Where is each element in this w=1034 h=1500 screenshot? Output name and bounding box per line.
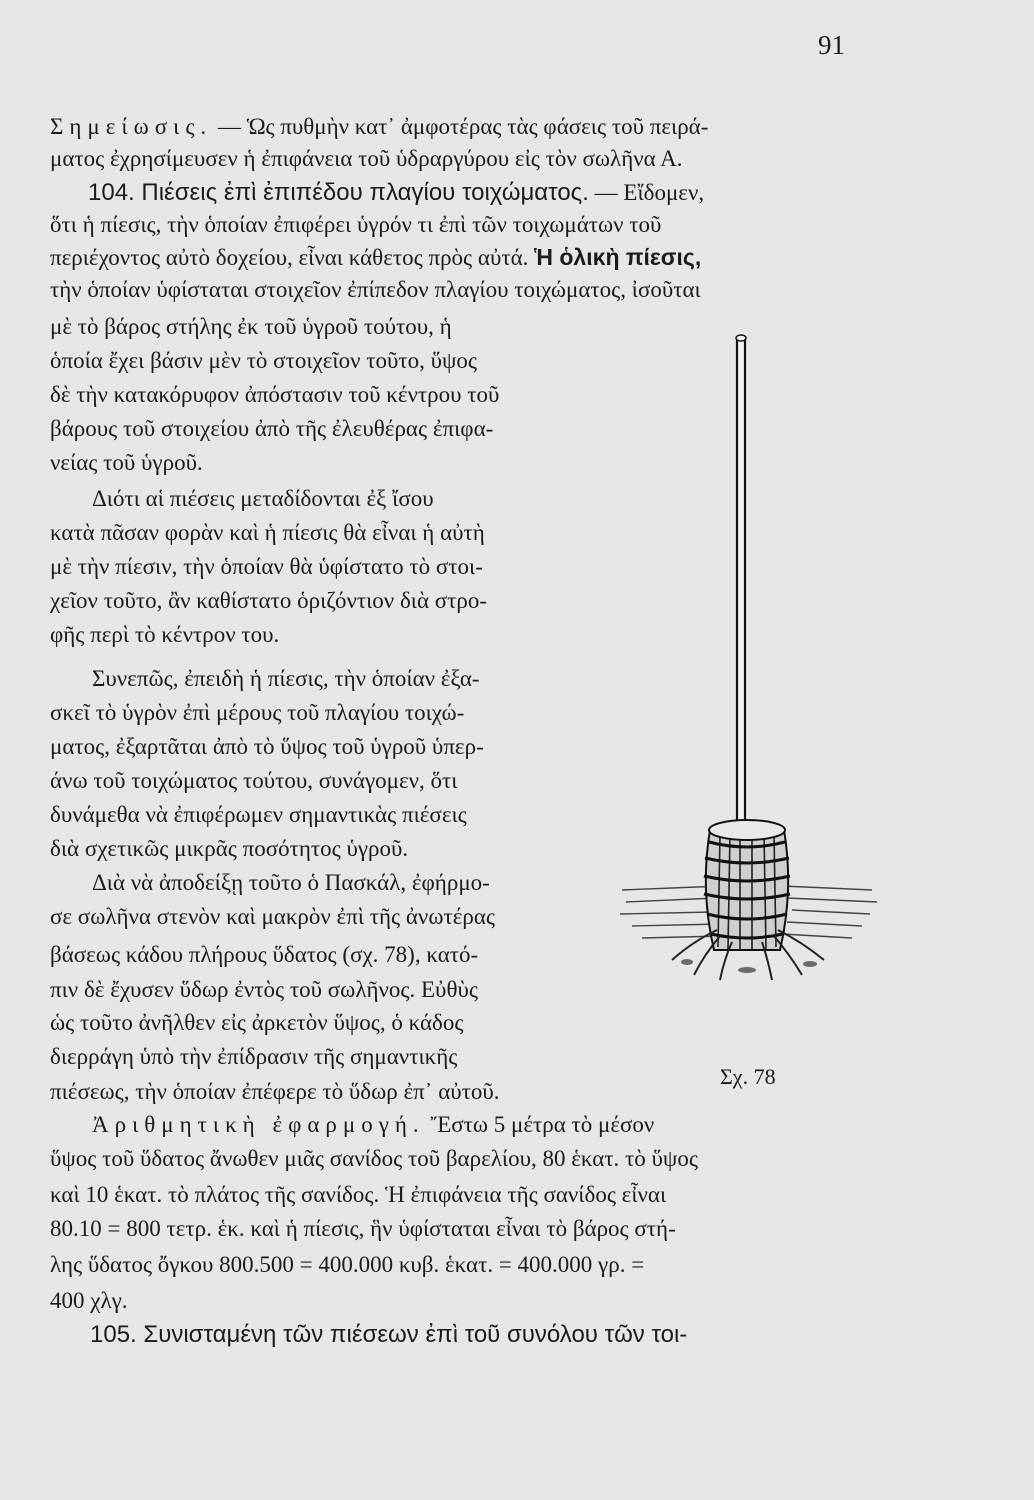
text-line: 80.10 = 800 τετρ. ἑκ. καὶ ἡ πίεσις, ἣν ὑφίσταται εἶναι τὸ βάρος στή-: [50, 1216, 676, 1241]
text-line: τὴν ὁποίαν ὑφίσταται στοιχεῖον ἐπίπεδον πλαγίου τοιχώματος, ἰσοῦται: [50, 277, 701, 302]
text-line: ὅτι ἡ πίεσις, τὴν ὁποίαν ἐπιφέρει ὑγρόν τι ἐπὶ τῶν τοιχωμάτων τοῦ: [50, 212, 662, 237]
text-line: βάρους τοῦ στοιχείου ἀπὸ τῆς ἐλευθέρας ἐπιφα-: [50, 416, 494, 441]
page-number: 91: [818, 30, 845, 60]
application-text: Ἔστω 5 μέτρα τὸ μέσον: [430, 1112, 655, 1137]
text-line: ὕψος τοῦ ὕδατος ἄνωθεν μιᾶς σανίδος τοῦ βαρελίου, 80 ἑκατ. τὸ ὕψος: [50, 1146, 698, 1171]
section-105-heading-line: [90, 1320, 910, 1350]
text-line: κατὰ πᾶσαν φορὰν καὶ ἡ πίεσις θὰ εἶναι ἡ αὐτὴ: [50, 520, 485, 545]
section-105-heading: 105. Συνισταμένη τῶν πιέσεων ἐπὶ τοῦ συνόλου τῶν τοι-: [90, 1321, 688, 1348]
text-line: Συνεπῶς, ἐπειδὴ ἡ πίεσις, τὴν ὁποίαν ἐξα-: [92, 666, 480, 691]
text-line: πιν δὲ ἔχυσεν ὕδωρ ἐντὸς τοῦ σωλῆνος. Εὐθὺς: [50, 977, 478, 1002]
text-line: πιέσεως, τὴν ὁποίαν ἐπέφερε τὸ ὕδωρ ἐπ᾽ αὐτοῦ.: [50, 1079, 500, 1104]
text-line: 400 χλγ.: [50, 1288, 128, 1313]
application-label: Ἀριθμητικὴ ἐφαρμογή.: [92, 1112, 425, 1137]
text-line: διερράγη ὑπὸ τὴν ἐπίδρασιν τῆς σημαντικῆς: [50, 1044, 458, 1069]
note-label: Σημείωσις.: [50, 114, 213, 139]
text-line: λης ὕδατος ὄγκου 800.500 = 400.000 κυβ. ἑκατ. = 400.000 γρ. =: [50, 1252, 645, 1277]
text-line: δυνάμεθα νὰ ἐπιφέρωμεν σημαντικὰς πιέσεις: [50, 802, 467, 827]
text-line: ὡς τοῦτο ἀνῆλθεν εἰς ἀρκετὸν ὕψος, ὁ κάδος: [50, 1010, 464, 1035]
text-line: Διὰ νὰ ἀποδείξῃ τοῦτο ὁ Πασκάλ, ἐφήρμο-: [92, 870, 490, 895]
text-line: νείας τοῦ ὑγροῦ.: [50, 450, 203, 475]
section-104-heading-cont: — Εἴδομεν,: [594, 180, 705, 205]
section-104-heading: 104. Πιέσεις ἐπὶ ἐπιπέδου πλαγίου τοιχώματος.: [88, 179, 589, 206]
text-line: μὲ τὴν πίεσιν, τὴν ὁποίαν θὰ ὑφίστατο τὸ στοι-: [50, 554, 483, 579]
bold-phrase: Ἡ ὁλικὴ πίεσις,: [534, 244, 702, 270]
text-line: καὶ 10 ἑκατ. τὸ πλάτος τῆς σανίδος. Ἡ ἐπιφάνεια τῆς σανίδος εἶναι: [50, 1182, 667, 1207]
figure-caption: Σχ. 78: [720, 1064, 776, 1089]
text-line: άνω τοῦ τοιχώματος τούτου, συνάγομεν, ὅτι: [50, 768, 458, 793]
note-line-1: [50, 112, 870, 142]
note-text-1: — Ὡς πυθμὴν κατ᾽ ἀμφοτέρας τὰς φάσεις τοῦ πειρά-: [217, 114, 709, 139]
text-line: [50, 242, 870, 273]
text-line: ὁποία ἔχει βάσιν μὲν τὸ στοιχεῖον τοῦτο, ὕψος: [50, 348, 477, 373]
application-line-1: [92, 1110, 912, 1140]
text-line: σκεῖ τὸ ὑγρὸν ἐπὶ μέρους τοῦ πλαγίου τοιχώ-: [50, 700, 465, 725]
text-segment: περιέχοντος αὐτὸ δοχείου, εἶναι κάθετος πρὸς αὐτά.: [50, 245, 529, 270]
text-line: σε σωλῆνα στενὸν καὶ μακρὸν ἐπὶ τῆς ἀνωτέρας: [50, 904, 496, 929]
section-104-heading-line: [88, 178, 908, 208]
text-line: χεῖον τοῦτο, ἂν καθίστατο ὁριζόντιον διὰ στρο-: [50, 588, 488, 613]
text-line: φῆς περὶ τὸ κέντρον του.: [50, 622, 280, 647]
text-line: ματος, ἐξαρτᾶται ἀπὸ τὸ ὕψος τοῦ ὑγροῦ ὑπερ-: [50, 734, 484, 759]
note-line-2: ματος ἐχρησίμευσεν ἡ ἐπιφάνεια τοῦ ὑδραργύρου εἰς τὸν σωλῆνα Α.: [50, 146, 683, 171]
text-line: βάσεως κάδου πλήρους ὕδατος (σχ. 78), κατό-: [50, 942, 479, 967]
pascal-barrel-icon: [612, 330, 892, 1110]
text-line: διὰ σχετικῶς μικρᾶς ποσότητος ὑγροῦ.: [50, 836, 409, 861]
text-line: Διότι αἱ πιέσεις μεταδίδονται ἐξ ἴσου: [92, 486, 434, 511]
text-line: μὲ τὸ βάρος στήλης ἐκ τοῦ ὑγροῦ τούτου, ἡ: [50, 314, 452, 339]
text-line: δὲ τὴν κατακόρυφον ἀπόστασιν τοῦ κέντρου τοῦ: [50, 382, 500, 407]
